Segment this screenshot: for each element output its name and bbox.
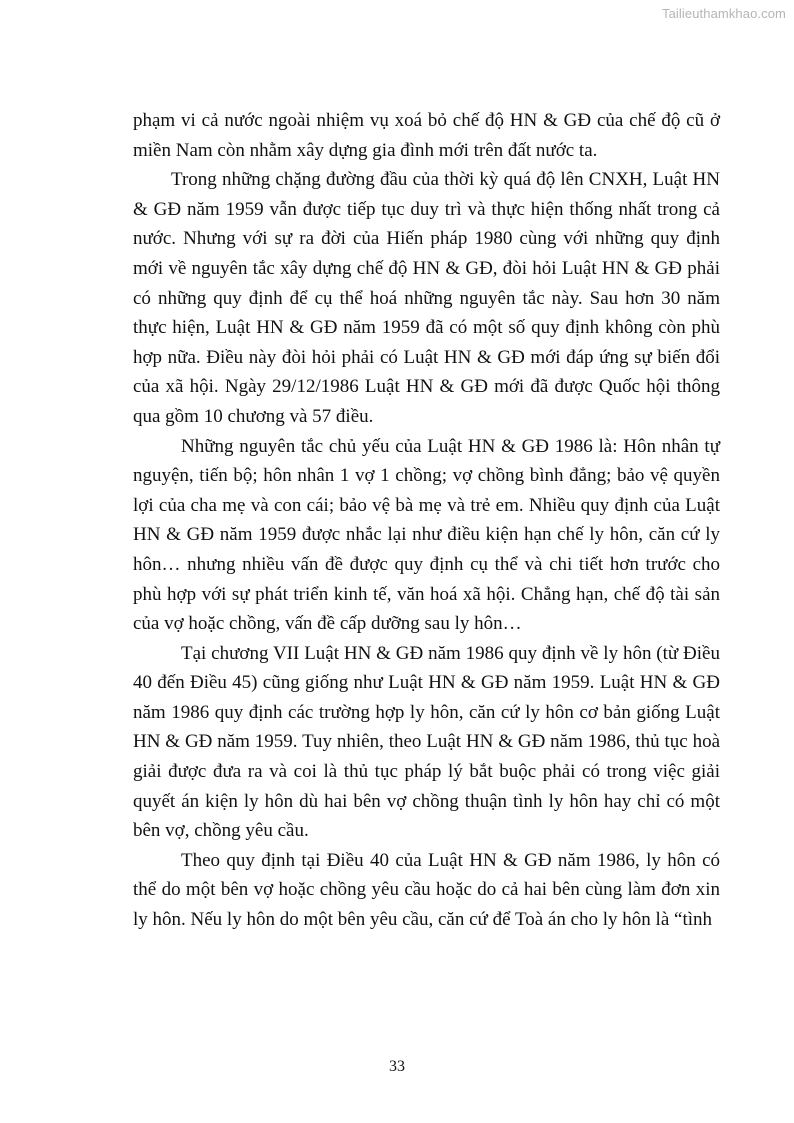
page-number: 33 bbox=[389, 1058, 405, 1075]
paragraph-2: Trong những chặng đường đầu của thời kỳ quá độ lên CNXH, Luật HN & GĐ năm 1959 vẫn được tiếp tục duy trì và thực hiện thống nhất trong cả nước. Nhưng với sự ra đời của Hiến pháp 1980 cùng với những quy định mới về nguyên tắc xây dựng chế độ HN & GĐ, đòi hỏi Luật HN & GĐ phải có những quy định để cụ thể hoá những nguyên tắc này. Sau hơn 30 năm thực hiện, Luật HN & GĐ năm 1959 đã có một số quy định không còn phù hợp nữa. Điều này đòi hỏi phải có Luật HN & GĐ mới đáp ứng sự biến đổi của xã hội. Ngày 29/12/1986 Luật HN & GĐ mới đã được Quốc hội thông qua gồm 10 chương và 57 điều. bbox=[133, 169, 720, 427]
paragraph-4: Tại chương VII Luật HN & GĐ năm 1986 quy định về ly hôn (từ Điều 40 đến Điều 45) cũng giống như Luật HN & GĐ năm 1959. Luật HN & GĐ năm 1986 quy định các trường hợp ly hôn, căn cứ ly hôn cơ bản giống Luật HN & GĐ năm 1959. Tuy nhiên, theo Luật HN & GĐ năm 1986, thủ tục hoà giải được đưa ra và coi là thủ tục pháp lý bắt buộc phải có trong việc giải quyết án kiện ly hôn dù hai bên vợ chồng thuận tình ly hôn hay chỉ có một bên vợ, chồng yêu cầu. bbox=[133, 642, 720, 842]
watermark-text: Tailieuthamkhao.com bbox=[661, 6, 786, 21]
paragraph-3: Những nguyên tắc chủ yếu của Luật HN & GĐ 1986 là: Hôn nhân tự nguyện, tiến bộ; hôn nhân 1 vợ 1 chồng; vợ chồng bình đẳng; bảo vệ quyền lợi của cha mẹ và con cái; bảo vệ bà mẹ và trẻ em. Nhiều quy định của Luật HN & GĐ năm 1959 được nhắc lại như điều kiện hạn chế ly hôn, căn cứ ly hôn… nhưng nhiều vấn đề được quy định cụ thể và chi tiết hơn trước cho phù hợp với sự phát triển kinh tế, văn hoá xã hội. Chẳng hạn, chế độ tài sản của vợ hoặc chồng, vấn đề cấp dưỡng sau ly hôn… bbox=[133, 435, 720, 635]
paragraph-5: Theo quy định tại Điều 40 của Luật HN & GĐ năm 1986, ly hôn có thể do một bên vợ hoặc chồng yêu cầu hoặc do cả hai bên cùng làm đơn xin ly hôn. Nếu ly hôn do một bên yêu cầu, căn cứ để Toà án cho ly hôn là “tình bbox=[133, 849, 720, 931]
paragraph-1: phạm vi cả nước ngoài nhiệm vụ xoá bỏ chế độ HN & GĐ của chế độ cũ ở miền Nam còn nhằm xây dựng gia đình mới trên đất nước ta. bbox=[133, 110, 720, 161]
document-body bbox=[133, 106, 720, 935]
